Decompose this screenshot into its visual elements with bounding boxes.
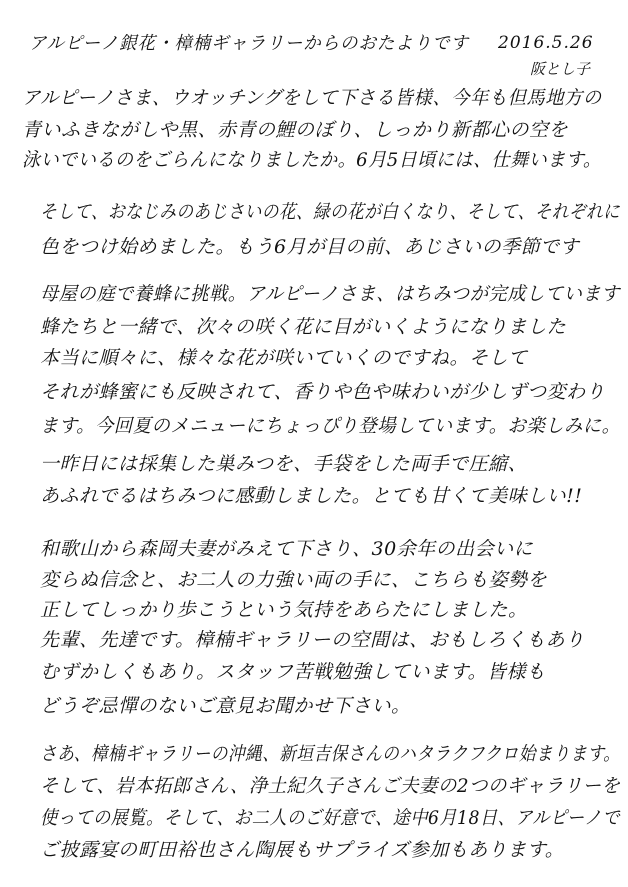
letter-signature: 阪とし子 <box>530 60 591 78</box>
text-line: 本当に順々に、様々な花が咲いていくのですね。そして <box>40 347 528 369</box>
text-line: 和歌山から森岡夫妻がみえて下さり、30余年の出会いに <box>40 538 534 560</box>
text-line: 正してしっかり歩こうという気持をあらたにしました。 <box>40 599 528 621</box>
text-line: アルピーノさま、ウオッチングをして下さる皆様、今年も但馬地方の <box>22 87 602 109</box>
text-line: 蜂たちと一緒で、次々の咲く花に目がいくようになりました <box>40 316 567 338</box>
text-line: 泳いでいるのをごらんになりましたか。6月5日頃には、仕舞います。 <box>22 149 602 171</box>
text-line: どうぞ忌憚のないご意見お聞かせ下さい。 <box>40 695 411 717</box>
letter-date: 2016.5.26 <box>498 33 594 53</box>
text-line: ます。今回夏のメニューにちょっぴり登場しています。お楽しみに。 <box>40 415 621 437</box>
text-line: さあ、樟楠ギャラリーの沖縄、新垣吉保さんのハタラクフクロ始まります。 <box>40 743 621 765</box>
text-line: 青いふきながしや黒、赤青の鯉のぼり、しっかり新都心の空を <box>22 119 569 141</box>
text-line: あふれでるはちみつに感動しました。とても甘くて美味しい!! <box>40 485 583 507</box>
text-line: ご披露宴の町田裕也さん陶展もサプライズ参加もあります。 <box>40 839 565 861</box>
text-line: そして、岩本拓郎さん、浄土紀久子さんご夫妻の2つのギャラリーを <box>40 775 621 797</box>
text-line: 母屋の庭で養蜂に挑戦。アルピーノさま、はちみつが完成しています <box>40 283 620 305</box>
letter-title: アルピーノ銀花・樟楠ギャラリーからのおたよりです <box>28 33 469 54</box>
text-line: 先輩、先達です。樟楠ギャラリーの空間は、おもしろくもあり <box>40 629 585 651</box>
text-line: そして、おなじみのあじさいの花、緑の花が白くなり、そして、それぞれに <box>40 201 621 223</box>
text-line: むずかしくもあり。スタッフ苦戦勉強しています。皆様も <box>40 661 546 683</box>
text-line: 変らぬ信念と、お二人の力強い両の手に、こちらも姿勢を <box>40 569 548 591</box>
text-line: 一昨日には採集した巣みつを、手袋をした両手で圧縮、 <box>40 453 528 475</box>
text-line: 色をつけ始めました。もう6月が目の前、あじさいの季節です <box>40 236 580 258</box>
text-line: 使っての展覧。そして、お二人のご好意で、途中6月18日、アルピーノで <box>40 807 621 829</box>
text-line: それが蜂蜜にも反映されて、香りや色や味わいが少しずつ変わり <box>40 381 606 403</box>
